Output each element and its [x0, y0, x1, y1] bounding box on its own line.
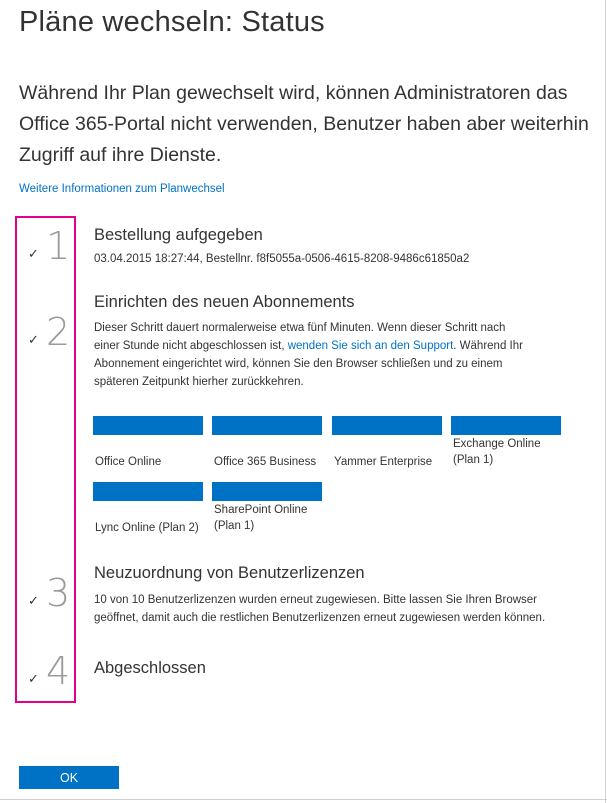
step-number: 3 [46, 571, 71, 615]
service-tile-yammer-enterprise [332, 416, 442, 468]
step-1-marker [28, 224, 74, 270]
checkmark-icon: ✓ [28, 593, 39, 608]
service-tile-sharepoint-online [212, 482, 322, 532]
service-tile-lync-online [93, 482, 203, 534]
service-label: SharePoint Online (Plan 1) [214, 504, 308, 532]
step-2-text-end: . Während Ihr Abonnement eingerichtet wird, können Sie den Browser schließen und zu einem späteren Zeitpunkt hierher zurückkehren. [94, 340, 523, 388]
window-border-bottom [0, 799, 607, 800]
intro-text: Während Ihr Plan gewechselt wird, können Administratoren das Office 365-Portal nicht verwenden, Benutzer haben aber weiterhin Zugriff auf ihre Dienste. [19, 82, 589, 166]
service-progress-bar [212, 482, 322, 501]
service-label: Office Online [95, 456, 162, 468]
service-label: Yammer Enterprise [334, 456, 433, 468]
checkmark-icon: ✓ [28, 332, 39, 347]
step-3-title: Neuzuordnung von Benutzerlizenzen [94, 564, 365, 582]
step-2-title: Einrichten des neuen Abonnements [94, 293, 355, 311]
step-2-marker [28, 310, 74, 356]
checkmark-icon: ✓ [28, 246, 39, 261]
step-4-marker [28, 649, 74, 695]
service-tile-office-365-business [212, 416, 322, 468]
ok-button[interactable]: OK [19, 766, 119, 789]
more-info-link[interactable]: Weitere Informationen zum Planwechsel [19, 183, 225, 195]
page-title: Pläne wechseln: Status [19, 6, 325, 38]
license-status-text: 10 von 10 Benutzerlizenzen wurden erneut zugewiesen. Bitte lassen Sie Ihren Browser geöffnet, damit auch die restlichen Benutzerlizenzen erneut zugewiesen werden können. [94, 594, 546, 624]
service-progress-bar [93, 482, 203, 501]
window-border-right [605, 0, 606, 803]
contact-support-link[interactable]: wenden Sie sich an den Support [287, 340, 454, 352]
step-number: 4 [46, 649, 71, 693]
step-2-text-start: Dieser Schritt dauert normalerweise etwa fünf Minuten. Wenn dieser Schritt nach einer Stunde nicht abgeschlossen ist, [94, 322, 506, 352]
step-3-marker [28, 571, 74, 617]
step-number: 2 [46, 310, 71, 354]
steps-highlight-box [15, 216, 76, 703]
service-progress-bar [93, 416, 203, 435]
service-progress-bar [212, 416, 322, 435]
step-2-description [94, 319, 524, 391]
order-details: 03.04.2015 18:27:44, Bestellnr. f8f5055a-0506-4615-8208-9486c61850a2 [94, 253, 470, 265]
service-label: Lync Online (Plan 2) [95, 522, 199, 534]
step-number: 1 [46, 224, 71, 268]
checkmark-icon: ✓ [28, 671, 39, 686]
step-4-title: Abgeschlossen [94, 659, 206, 677]
service-label: Office 365 Business [214, 456, 317, 468]
service-progress-bar [451, 416, 561, 435]
service-tile-office-online [93, 416, 203, 468]
service-progress-bar [332, 416, 442, 435]
service-tile-exchange-online [451, 416, 561, 466]
service-label: Exchange Online (Plan 1) [453, 438, 541, 466]
step-1-title: Bestellung aufgegeben [94, 226, 263, 244]
